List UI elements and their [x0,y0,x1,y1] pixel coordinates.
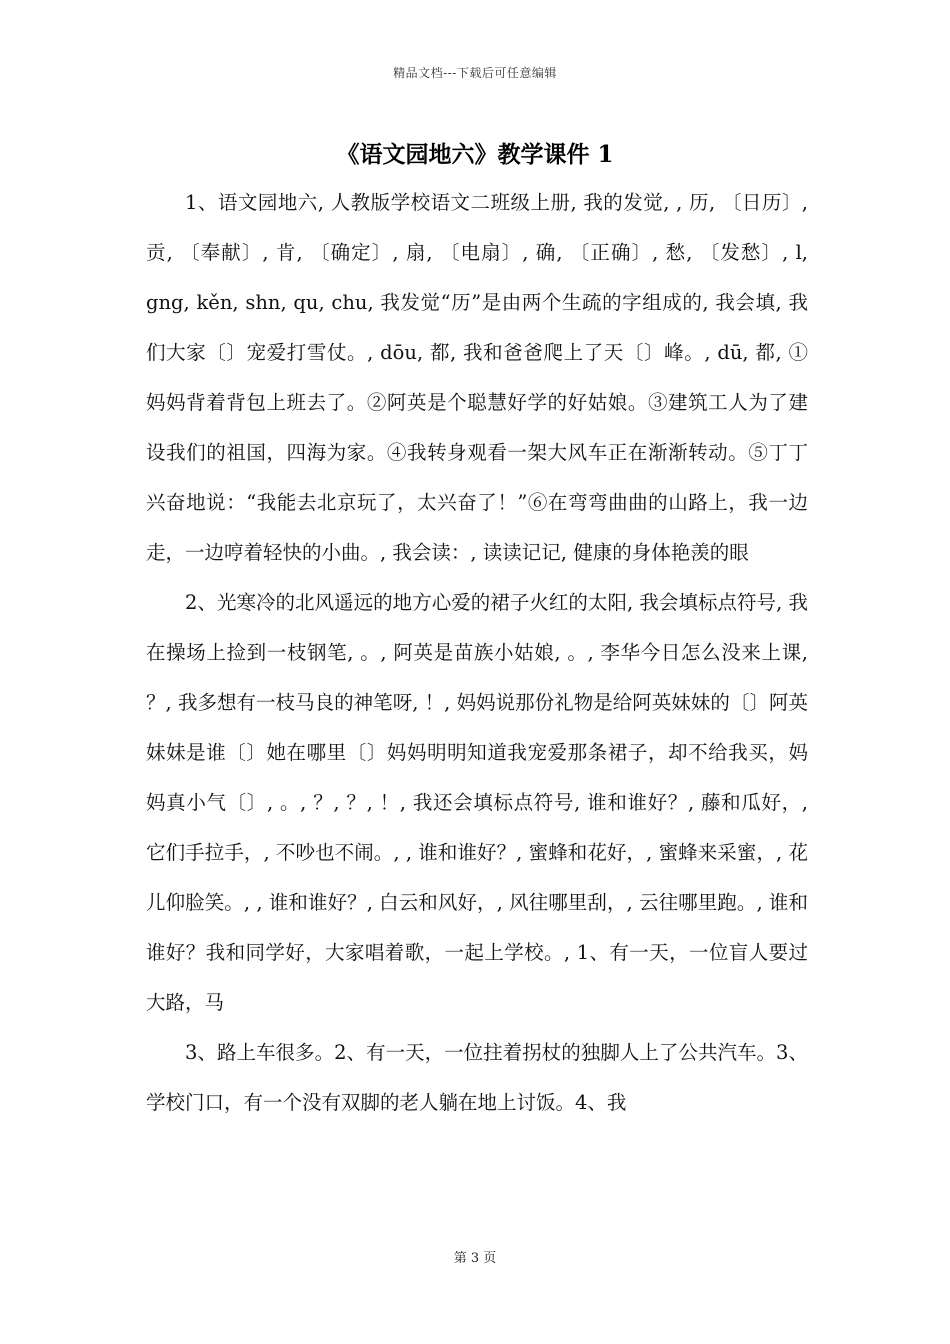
paragraph-1: 1、语文园地六, 人教版学校语文二班级上册, 我的发觉, , 历, 〔日历〕, 贡, 〔奉献〕, 肯, 〔确定〕, 扇, 〔电扇〕, 确, 〔正确〕, 愁, 〔发愁〕, l, gng, kěn, shn, qu, chu, 我发觉“历”是由两个生疏的字组成的, 我会填, 我们大家〔〕宠爱打雪仗。, dōu, 都, 我和爸爸爬上了天〔〕峰。, dū, 都, ① 妈妈背着背包上班去了。②阿英是个聪慧好学的好姑娘。③建筑工人为了建设我们的祖国，四海为家。④我转身观看一架大风车正在渐渐转动。⑤丁丁兴奋地说：“我能去北京玩了，太兴奋了！”⑥在弯弯曲曲的山路上，我一边走，一边哼着轻快的小曲。, 我会读：, 读读记记, 健康的身体艳羡的眼 [146,191,808,564]
document-body [146,178,808,1128]
paragraph-2: 2、光寒冷的北风遥远的地方心爱的裙子火红的太阳, 我会填标点符号, 我在操场上捡到一枝钢笔, 。, 阿英是苗族小姑娘, 。, 李华今日怎么没来上课, ？, 我多想有一枝马良的神笔呀, ！, 妈妈说那份礼物是给阿英妹妹的〔〕阿英妹妹是谁〔〕她在哪里〔〕妈妈明明知道我宠爱那条裙子，却不给我买，妈妈真小气〔〕, 。, ？, ？, ！, 我还会填标点符号, 谁和谁好？, 藤和瓜好，, 它们手拉手，, 不吵也不闹。, , 谁和谁好？, 蜜蜂和花好，, 蜜蜂来采蜜，, 花儿仰脸笑。, , 谁和谁好？, 白云和风好，, 风往哪里刮，, 云往哪里跑。, 谁和谁好？我和同学好，大家唱着歌，一起上学校。, 1、有一天，一位盲人要过大路，马 [146,591,808,1014]
document-title: 《语文园地六》教学课件 1 [336,141,614,168]
page-header: 精品文档---下载后可任意编辑 [393,66,557,80]
page-number: 第 3 页 [453,1251,497,1266]
paragraph-3: 3、路上车很多。2、有一天，一位拄着拐杖的独脚人上了公共汽车。3、学校门口，有一个没有双脚的老人躺在地上讨饭。4、我 [146,1041,808,1114]
